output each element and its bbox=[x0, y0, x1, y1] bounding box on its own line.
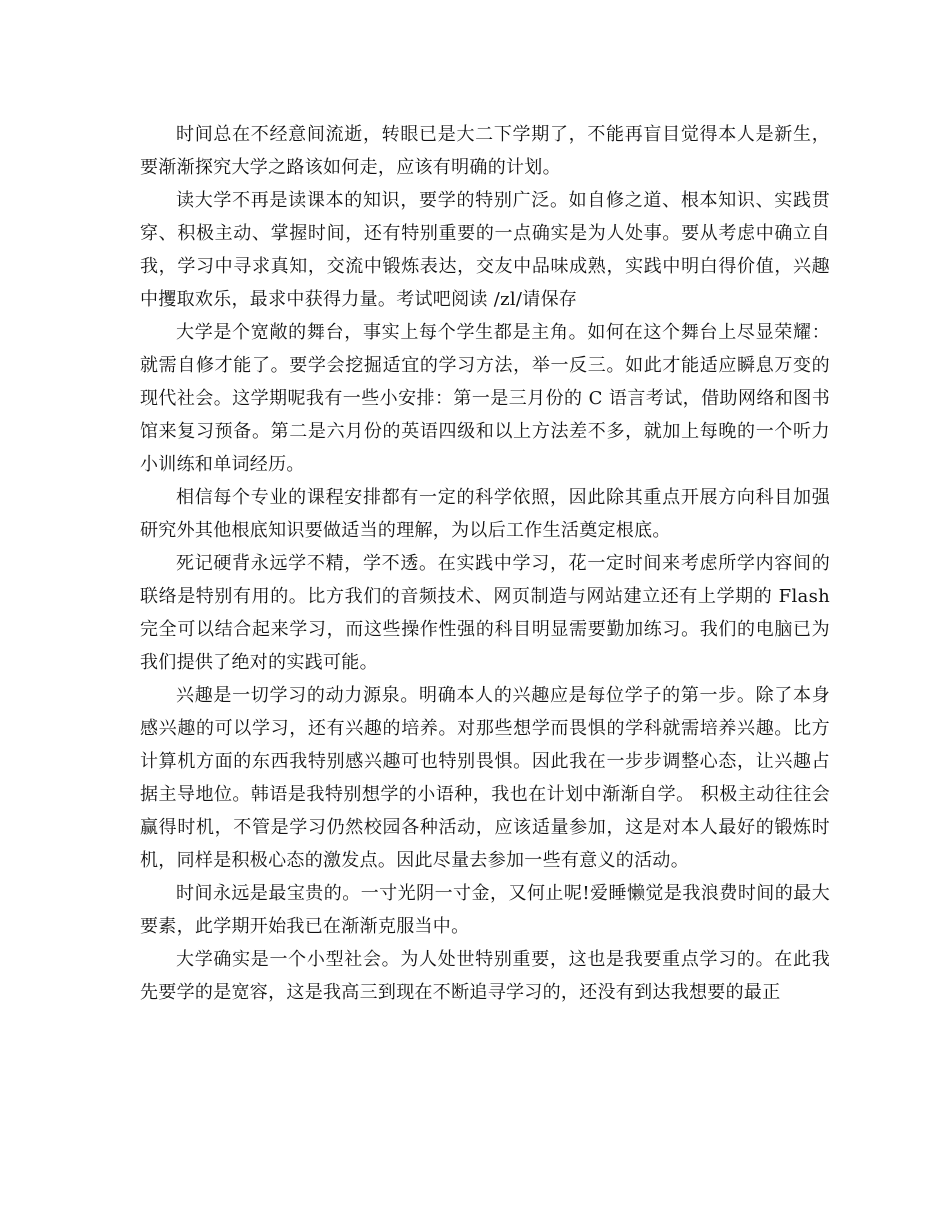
document-body bbox=[140, 118, 830, 1009]
paragraph-6: 兴趣是一切学习的动力源泉。明确本人的兴趣应是每位学子的第一步。除了本身感兴趣的可以学习，还有兴趣的培养。对那些想学而畏惧的学科就需培养兴趣。比方计算机方面的东西我特别感兴趣可也特别畏惧。因此我在一步步调整心态，让兴趣占据主导地位。韩语是我特别想学的小语种，我也在计划中渐渐自学。 积极主动往往会赢得时机，不管是学习仍然校园各种活动，应该适量参加，这是对本人最好的锻炼时机，同样是积极心态的激发点。因此尽量去参加一些有意义的活动。 bbox=[140, 685, 830, 871]
paragraph-4: 相信每个专业的课程安排都有一定的科学依照，因此除其重点开展方向科目加强研究外其他根底知识要做适当的理解，为以后工作生活奠定根底。 bbox=[140, 487, 830, 541]
paragraph-2: 读大学不再是读课本的知识，要学的特别广泛。如自修之道、根本知识、实践贯穿、积极主动、掌握时间，还有特别重要的一点确实是为人处事。要从考虑中确立自我，学习中寻求真知，交流中锻炼表达，交友中品味成熟，实践中明白得价值，兴趣中攫取欢乐，最求中获得力量。考试吧阅读 /zl/请保存 bbox=[140, 190, 830, 310]
paragraph-5: 死记硬背永远学不精，学不透。在实践中学习，花一定时间来考虑所学内容间的联络是特别有用的。比方我们的音频技术、网页制造与网站建立还有上学期的 Flash 完全可以结合起来学习，而这些操作性强的科目明显需要勤加练习。我们的电脑已为我们提供了绝对的实践可能。 bbox=[140, 553, 830, 673]
paragraph-8: 大学确实是一个小型社会。为人处世特别重要，这也是我要重点学习的。在此我先要学的是宽容，这是我高三到现在不断追寻学习的，还没有到达我想要的最正 bbox=[140, 949, 830, 1003]
paragraph-3: 大学是个宽敞的舞台，事实上每个学生都是主角。如何在这个舞台上尽显荣耀：就需自修才能了。要学会挖掘适宜的学习方法，举一反三。如此才能适应瞬息万变的现代社会。这学期呢我有一些小安排：第一是三月份的 C 语言考试，借助网络和图书馆来复习预备。第二是六月份的英语四级和以上方法差不多，就加上每晚的一个听力小训练和单词经历。 bbox=[140, 322, 830, 475]
paragraph-1: 时间总在不经意间流逝，转眼已是大二下学期了，不能再盲目觉得本人是新生，要渐渐探究大学之路该如何走，应该有明确的计划。 bbox=[140, 124, 830, 178]
paragraph-7: 时间永远是最宝贵的。一寸光阴一寸金，又何止呢!爱睡懒觉是我浪费时间的最大要素，此学期开始我已在渐渐克服当中。 bbox=[140, 883, 830, 937]
